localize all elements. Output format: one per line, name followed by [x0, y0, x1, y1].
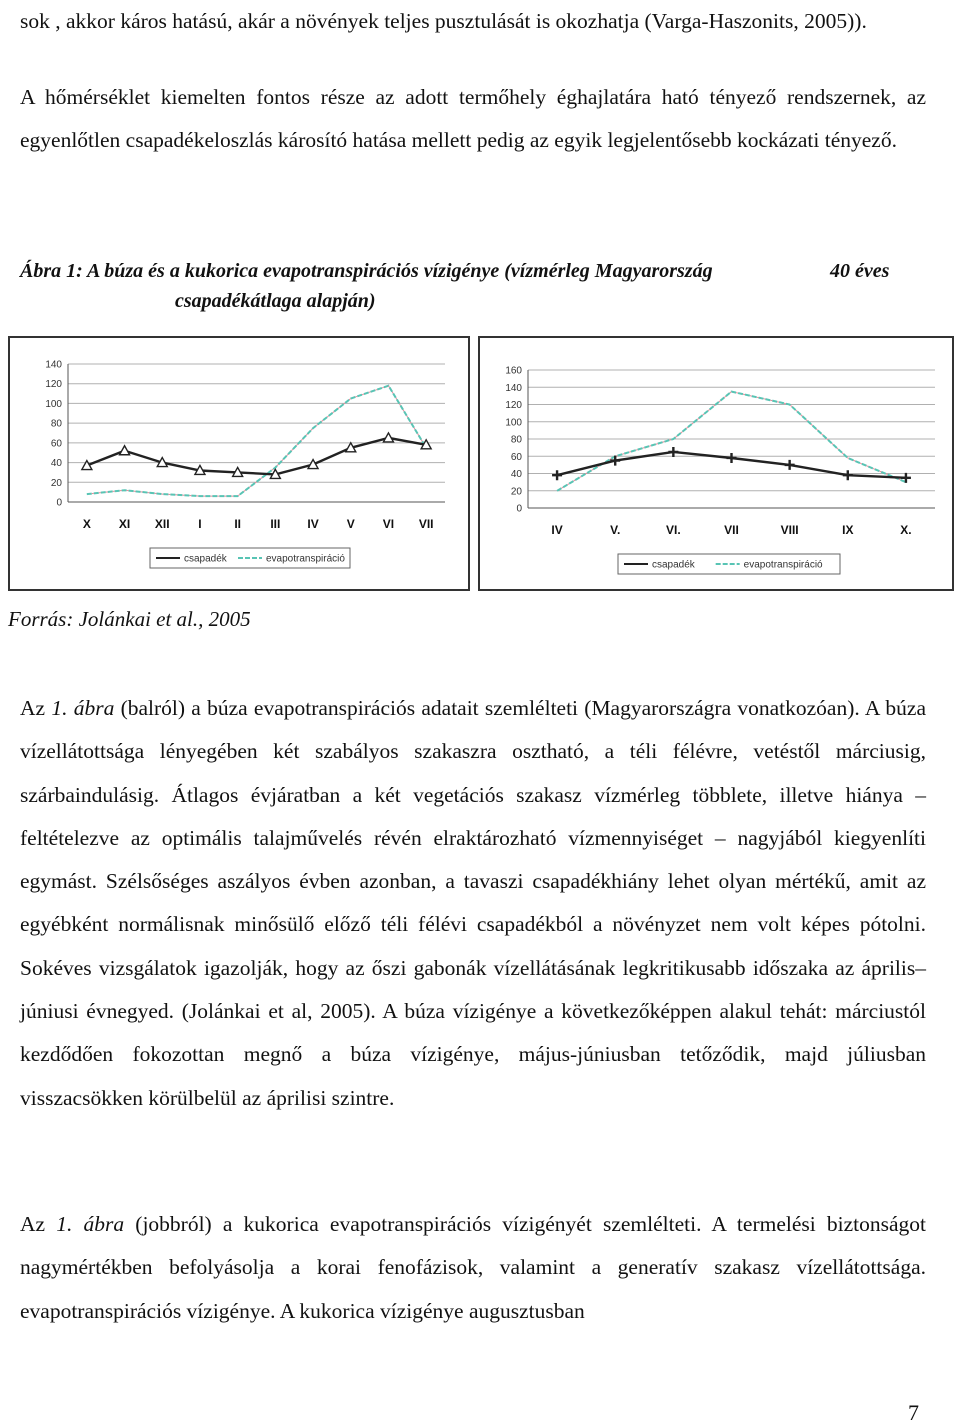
x-tick-label: V.: [610, 523, 621, 537]
chart-wheat-evapotranspiration: [8, 336, 470, 591]
chart-maize-evapotranspiration: [478, 336, 954, 591]
x-tick-label: XI: [118, 517, 131, 531]
y-tick-label: 160: [505, 365, 522, 377]
paragraph-intro-end: sok , akkor káros hatású, akár a növények teljes pusztulását is okozhatja (Varga-Haszonits, 2005)).: [20, 9, 867, 33]
p4-prefix: Az: [20, 1212, 57, 1236]
paragraph-maize: [20, 1203, 926, 1333]
figure-reference: 1. ábra: [51, 696, 115, 720]
precipitation-point: [785, 460, 795, 470]
x-tick-label: IX: [842, 523, 854, 537]
legend-precip-label: csapadék: [652, 559, 695, 571]
precipitation-point: [610, 456, 620, 466]
x-tick-label: VII: [724, 523, 739, 537]
precipitation-point: [843, 470, 853, 480]
x-tick-label: X: [82, 517, 91, 531]
y-tick-label: 120: [45, 379, 62, 391]
caption-line-2: csapadékátlaga alapján): [175, 290, 376, 312]
y-tick-label: 80: [50, 418, 62, 430]
series-precipitation-line: [87, 438, 426, 475]
chart-svg-left: [10, 338, 472, 593]
precipitation-point: [120, 446, 130, 455]
y-tick-label: 20: [510, 486, 522, 498]
legend-et-label: evapotranspiráció: [266, 553, 345, 565]
x-tick-label: V: [346, 517, 355, 531]
p3-prefix: Az: [20, 696, 52, 720]
caption-line-1: Ábra 1: A búza és a kukorica evapotranspirációs vízigénye (vízmérleg Magyarország: [20, 260, 713, 282]
precipitation-point: [668, 447, 678, 457]
x-tick-label: VI.: [666, 523, 681, 537]
x-tick-label: II: [234, 517, 241, 531]
y-tick-label: 120: [505, 400, 522, 411]
y-tick-label: 60: [50, 438, 62, 450]
x-tick-label: I: [198, 517, 202, 531]
figure-reference: 1. ábra: [56, 1212, 125, 1236]
y-tick-label: 80: [510, 434, 522, 446]
x-tick-label: X.: [900, 523, 912, 537]
x-tick-label: VI: [382, 517, 395, 531]
precipitation-point: [552, 470, 562, 480]
legend-et-label: evapotranspiráció: [743, 559, 823, 571]
y-tick-label: 140: [505, 382, 522, 394]
page-number: 7: [908, 1400, 919, 1425]
y-tick-label: 20: [50, 477, 62, 489]
paragraph-wheat: [20, 687, 926, 1120]
x-tick-label: XII: [154, 517, 170, 531]
y-tick-label: 60: [510, 451, 522, 463]
y-tick-label: 0: [516, 503, 522, 515]
y-tick-label: 140: [45, 359, 62, 371]
x-tick-label: III: [270, 517, 281, 531]
p3-body: (balról) a búza evapotranspirációs adatait szemlélteti (Magyarországra vonatkozóan). A búza vízellátottsága lényegében két szabályos szakaszra osztható, a téli félévre, vetéstől márciusig, szárbaindulásig. Átlagos évjáratban a két vegetációs szakasz vízmérleg többlete, illetve hiánya – feltételezve az optimális talajművelés révén elraktározható vízmennyiséget – nagyjából kiegyenlíti egymást. Szélsőséges aszályos évben azonban, a tavaszi csapadékhiány lehet olyan mértékű, amit az egyébként normálisnak minősülő előző téli félévi csapadékból a növényzet nem volt képes pótolni. Sokéves vizsgálatok igazolják, hogy az őszi gabonák vízellátásának legkritikusabb időszaka az április–júniusi évnegyed. (Jolánkai et al, 2005). A búza vízigénye a következőképpen alakul tehát: márciustól kezdődően fokozottan megnő a búza vízigénye, május-júniusban tetőződik, majd júliusban visszacsökken körülbelül az áprilisi szintre.: [20, 696, 926, 1110]
y-tick-label: 40: [50, 458, 62, 470]
y-tick-label: 100: [505, 417, 522, 429]
x-tick-label: VIII: [780, 523, 799, 537]
x-tick-label: IV: [551, 523, 563, 537]
chart-svg-right: [480, 338, 956, 593]
y-tick-label: 100: [45, 398, 62, 410]
y-tick-label: 0: [56, 497, 62, 509]
y-tick-label: 40: [510, 469, 522, 480]
precipitation-point: [727, 453, 737, 463]
x-tick-label: VII: [418, 517, 434, 531]
paragraph-temperature: A hőmérséklet kiemelten fontos része az adott termőhely éghajlatára ható tényező rendszernek, az egyenlőtlen csapadékeloszlás károsító hatása mellett pedig az egyik legjelentősebb kockázati tényező.: [20, 85, 926, 153]
p4-body: (jobbról) a kukorica evapotranspirációs vízigényét szemlélteti. A termelési biztonságot nagymértékben befolyásolja a korai fenofázisok, valamint a generatív szakasz vízellátottsága. evapotranspirációs vízigénye. A kukorica vízigénye augusztusban: [20, 1212, 926, 1323]
x-tick-label: IV: [307, 517, 319, 531]
caption-right: 40 éves: [830, 260, 890, 282]
figure-source: Forrás: Jolánkai et al., 2005: [8, 607, 251, 631]
legend-precip-label: csapadék: [184, 553, 227, 565]
